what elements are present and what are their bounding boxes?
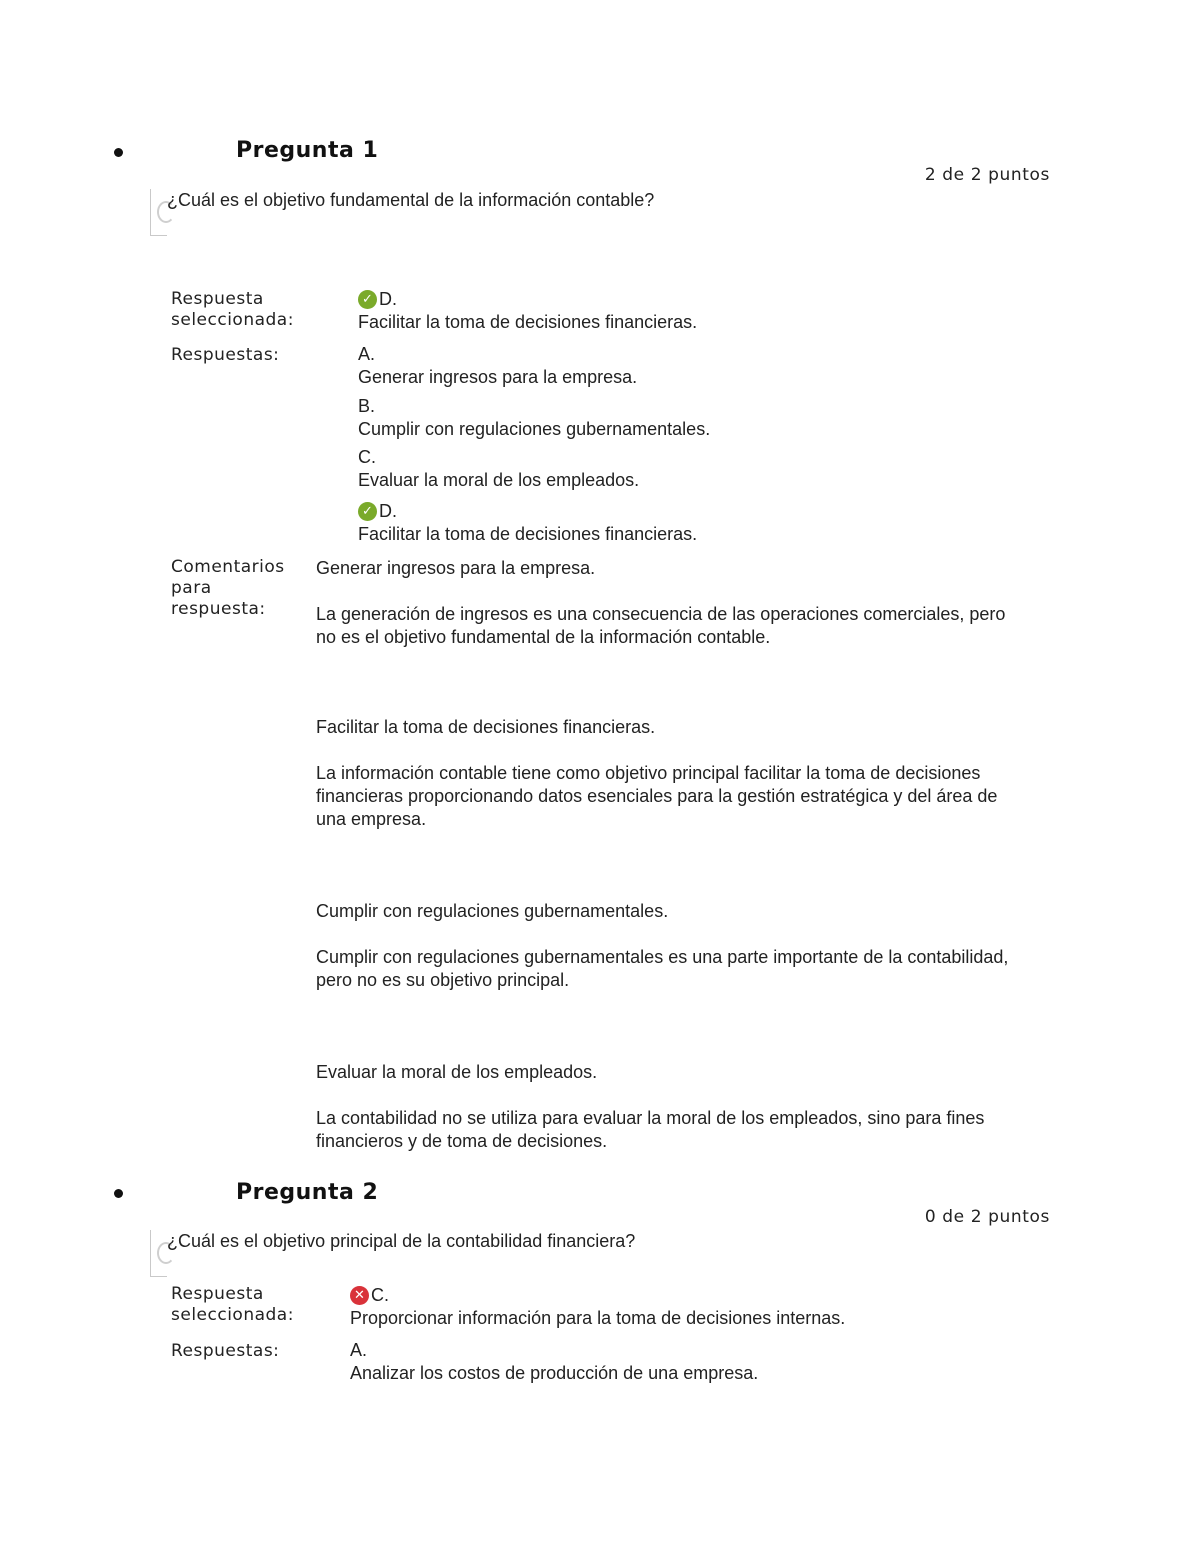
bullet	[114, 148, 123, 157]
comments-label: Comentarios para respuesta:	[171, 557, 285, 619]
answer-text: Evaluar la moral de los empleados.	[358, 470, 640, 490]
check-icon: ✓	[358, 290, 377, 309]
answer-text: Analizar los costos de producción de una empresa.	[350, 1363, 759, 1383]
selected-answer-letter: D.	[379, 289, 397, 309]
selected-answer-letter: C.	[371, 1285, 389, 1305]
selected-answer-text: Proporcionar información para la toma de decisiones internas.	[350, 1308, 846, 1328]
selected-answer-label: Respuesta seleccionada:	[171, 1284, 294, 1325]
check-icon: ✓	[358, 502, 377, 521]
feedback-heading: Facilitar la toma de decisiones financieras.	[316, 717, 656, 737]
feedback-explanation: La contabilidad no se utiliza para evaluar la moral de los empleados, sino para fines financieros y de toma de decisiones.	[316, 1108, 985, 1151]
feedback-block	[316, 900, 1016, 992]
selected-answer-text: Facilitar la toma de decisiones financieras.	[358, 312, 698, 332]
answer-option	[358, 343, 637, 389]
answer-letter: B.	[358, 396, 376, 416]
feedback-heading: Evaluar la moral de los empleados.	[316, 1062, 598, 1082]
cross-icon: ✕	[350, 1286, 369, 1305]
answer-text: Cumplir con regulaciones gubernamentales.	[358, 419, 711, 439]
answer-text: Generar ingresos para la empresa.	[358, 367, 638, 387]
question-points: 0 de 2 puntos	[924, 1207, 1050, 1227]
feedback-heading: Generar ingresos para la empresa.	[316, 558, 596, 578]
question-doc-icon	[150, 189, 167, 236]
answer-letter: C.	[358, 447, 376, 467]
selected-answer	[358, 288, 697, 334]
answer-letter: A.	[358, 344, 376, 364]
feedback-block	[316, 557, 1016, 649]
answers-label: Respuestas:	[171, 1341, 280, 1361]
question-doc-icon	[150, 1230, 167, 1277]
answer-text: Facilitar la toma de decisiones financieras.	[358, 524, 698, 544]
feedback-heading: Cumplir con regulaciones gubernamentales.	[316, 901, 669, 921]
answer-option	[358, 395, 710, 441]
question-text: ¿Cuál es el objetivo principal de la contabilidad financiera?	[167, 1231, 636, 1251]
question-text: ¿Cuál es el objetivo fundamental de la información contable?	[167, 190, 655, 210]
question-title: Pregunta 1	[236, 138, 379, 163]
answer-option	[358, 446, 639, 492]
feedback-block	[316, 1061, 1016, 1153]
question-title: Pregunta 2	[236, 1180, 379, 1205]
answer-option	[350, 1339, 758, 1385]
answer-letter: D.	[379, 501, 397, 521]
answer-letter: A.	[350, 1340, 368, 1360]
feedback-explanation: La información contable tiene como objetivo principal facilitar la toma de decisiones financieras proporcionando datos esenciales para la gestión estratégica y del área de una empresa.	[316, 763, 998, 829]
feedback-explanation: Cumplir con regulaciones gubernamentales es una parte importante de la contabilidad, pero no es su objetivo principal.	[316, 947, 1009, 990]
feedback-explanation: La generación de ingresos es una consecuencia de las operaciones comerciales, pero no es el objetivo fundamental de la información contable.	[316, 604, 1006, 647]
feedback-block	[316, 716, 1016, 831]
selected-answer	[350, 1284, 845, 1330]
answer-option-correct	[358, 500, 697, 546]
answers-label: Respuestas:	[171, 345, 280, 365]
question-points: 2 de 2 puntos	[924, 165, 1050, 185]
bullet	[114, 1189, 123, 1198]
selected-answer-label: Respuesta seleccionada:	[171, 289, 294, 330]
